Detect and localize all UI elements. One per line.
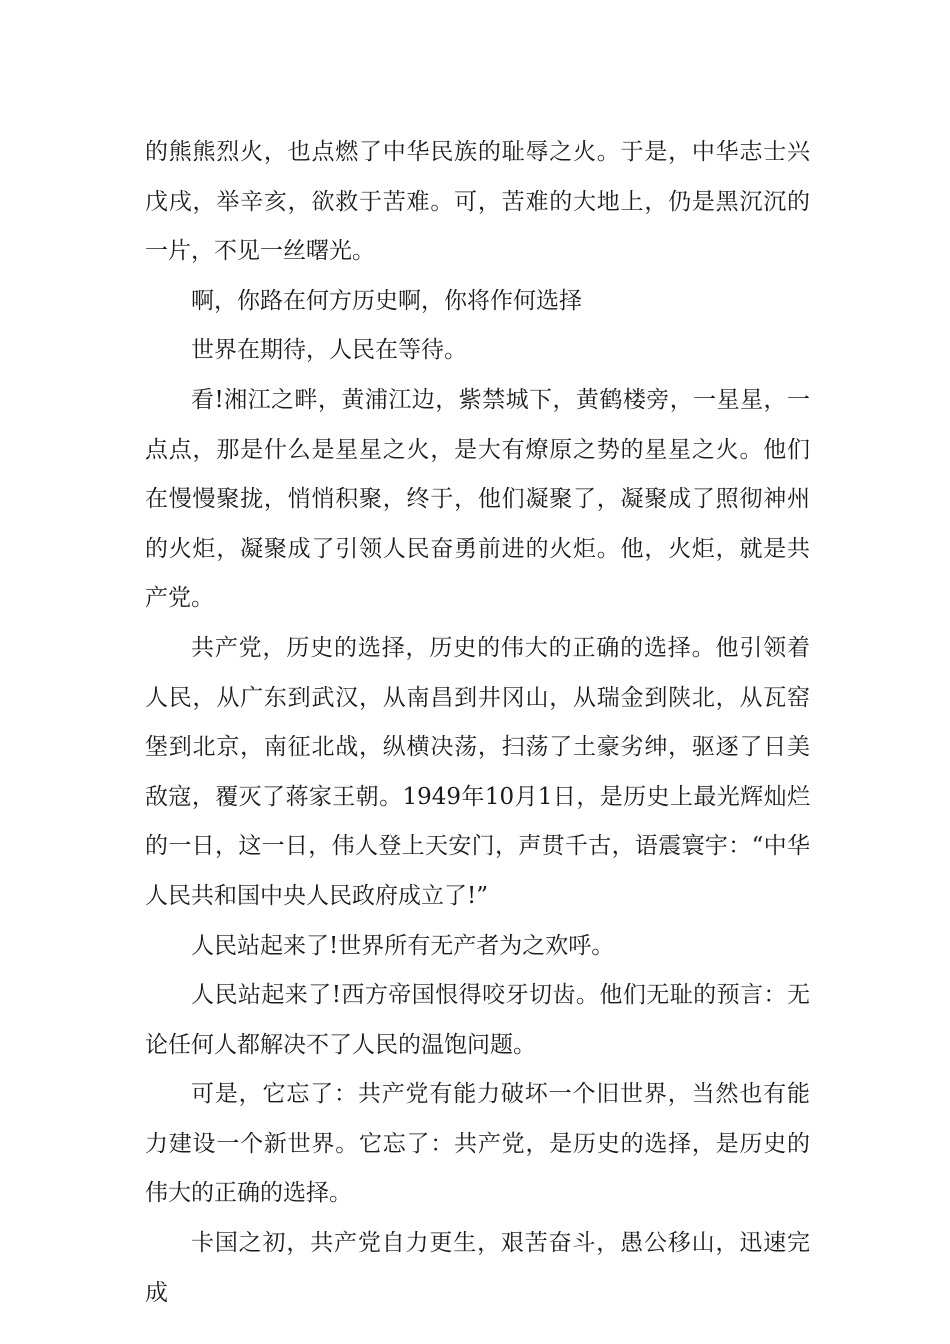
- paragraph-2: 啊，你路在何方历史啊，你将作何选择: [191, 287, 582, 314]
- paragraph-6: 人民站起来了!世界所有无产者为之欢呼。: [191, 932, 615, 959]
- paragraph-5: 共产党，历史的选择，历史的伟大的正确的选择。他引领着人民，从广东到武汉，从南昌到井冈山，从瑞金到陕北，从瓦窑堡到北京，南征北战，纵横决荡，扫荡了土豪劣绅，驱逐了日美敌寇，覆灭了蒋家王朝。1949年10月1日，是历史上最光辉灿烂的一日，这一日，伟人登上天安门，声贯千古，语震寰宇：“中华人民共和国中央人民政府成立了!”: [145, 634, 810, 909]
- paragraph-7: 人民站起来了!西方帝国恨得咬牙切齿。他们无耻的预言：无论任何人都解决不了人民的温饱问题。: [145, 982, 810, 1058]
- paragraph-3: 世界在期待，人民在等待。: [191, 337, 467, 364]
- body-text: [145, 128, 810, 1318]
- paragraph-4: 看!湘江之畔，黄浦江边，紫禁城下，黄鹤楼旁，一星星，一点点，那是什么是星星之火，是大有燎原之势的星星之火。他们在慢慢聚拢，悄悄积聚，终于，他们凝聚了，凝聚成了照彻神州的火炬，凝聚成了引领人民奋勇前进的火炬。他，火炬，就是共产党。: [145, 386, 810, 612]
- paragraph-8: 可是，它忘了：共产党有能力破坏一个旧世界，当然也有能力建设一个新世界。它忘了：共产党，是历史的选择，是历史的伟大的正确的选择。: [145, 1081, 810, 1207]
- paragraph-9: 卡国之初，共产党自力更生，艰苦奋斗，愚公移山，迅速完成: [145, 1230, 810, 1306]
- paragraph-1: 的熊熊烈火，也点燃了中华民族的耻辱之火。于是，中华志士兴戊戌，举辛亥，欲救于苦难。可，苦难的大地上，仍是黑沉沉的一片，不见一丝曙光。: [145, 139, 810, 265]
